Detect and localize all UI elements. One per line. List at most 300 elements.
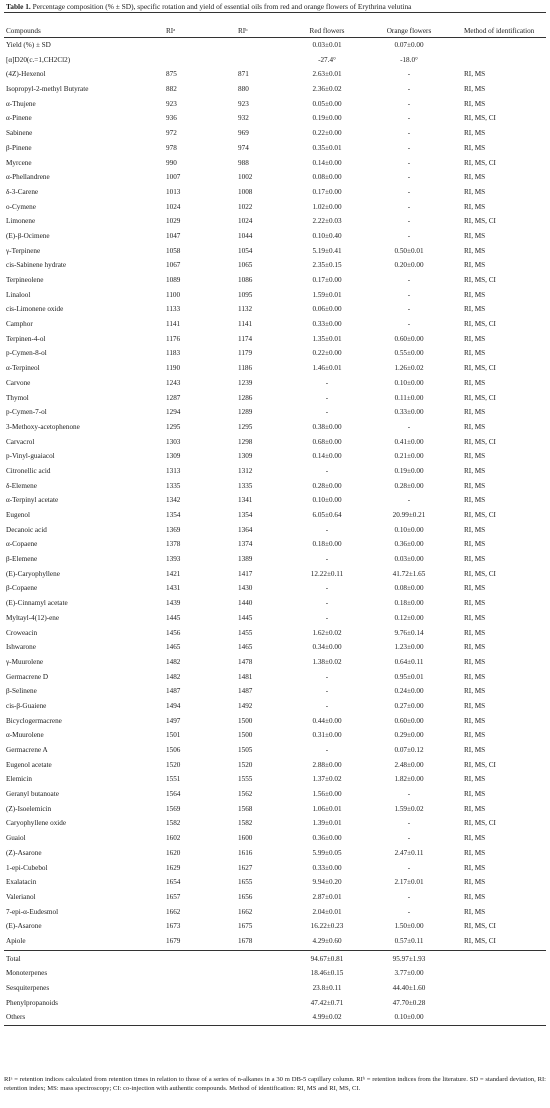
table-row [4,802,546,817]
red-flowers-cell: 0.68±0.00 [312,437,342,446]
table-row [4,126,546,141]
table-row [4,905,546,920]
compound-cell: (Z)-Asarone [6,848,42,857]
method-cell: RI, MS [464,907,486,916]
red-flowers-cell: - [325,555,329,564]
compound-cell: Camphor [6,320,33,329]
orange-flowers-cell: - [407,819,411,828]
ri-b-cell: 1341 [238,496,253,505]
method-cell: RI, MS [464,496,486,505]
ri-b-cell: 1505 [238,746,253,754]
method-cell: RI, MS [464,143,486,152]
red-flowers-cell: - [325,687,329,696]
ri-b-cell: 1582 [238,819,253,828]
compound-cell: 3-Methoxy-acetophenone [6,422,80,431]
compound-cell: Terpineolene [6,276,44,284]
header-compounds: Compounds [6,27,41,35]
table-row [4,376,546,391]
red-flowers-cell: 0.22±0.00 [312,129,342,138]
orange-flowers-cell: 0.60±0.00 [394,716,424,725]
table-row [4,699,546,714]
ri-a-cell: 1673 [166,922,181,931]
ri-b-cell: 871 [238,70,249,79]
ri-b-cell: 1008 [238,187,253,196]
table-row [4,332,546,347]
red-flowers-cell: - [325,672,329,681]
red-flowers-cell: 0.35±0.01 [312,143,342,152]
compound-cell: cis-Sabinene hydrate [6,261,67,270]
compound-cell: Isopropyl-2-methyl Butyrate [6,85,89,94]
table-top-rule [4,12,546,13]
table-row [4,743,546,758]
method-cell: RI, MS [464,701,486,710]
table-caption [6,2,546,12]
table-row [4,567,546,582]
table-row [4,508,546,523]
method-cell: RI, MS [464,628,486,637]
red-flowers-cell: 2.87±0.01 [312,892,342,901]
compound-cell: p-Cymen-8-ol [6,349,47,358]
red-flowers-cell: 0.03±0.01 [312,41,342,49]
ri-a-cell: 1303 [166,437,181,446]
compound-cell: Limonene [6,217,36,226]
ri-a-cell: 1654 [166,878,181,887]
table-row [4,82,546,97]
orange-flowers-cell: 2.47±0.11 [394,848,424,857]
ri-b-cell: 988 [238,158,249,167]
header-red-flowers: Red flowers [309,27,345,35]
ri-a-cell: 1421 [166,569,181,578]
ri-b-cell: 1179 [238,349,253,358]
red-flowers-cell: 1.06±0.01 [312,804,342,813]
compound-cell: Others [6,1013,26,1022]
ri-b-cell: 1655 [238,878,253,887]
red-flowers-cell: 2.04±0.01 [312,907,342,916]
ri-a-cell: 1309 [166,452,181,461]
compound-cell: p-Vinyl-guaiacol [6,452,55,461]
compound-cell: p-Cymen-7-ol [6,408,47,417]
ri-b-cell: 1022 [238,202,253,211]
method-cell: RI, MS [464,261,486,270]
table-row [4,787,546,802]
table-row [4,890,546,905]
method-cell: RI, MS [464,408,486,417]
ri-a-cell: 1456 [166,628,181,637]
orange-flowers-cell: 20.99±0.21 [392,511,426,519]
compound-cell: Eugenol [6,511,30,519]
red-flowers-cell: 2.88±0.00 [312,760,342,769]
method-cell: RI, MS [464,525,486,534]
compound-cell: β-Elemene [6,555,38,564]
compound-cell: Phenylpropanoids [6,998,58,1007]
ri-a-cell: 1487 [166,687,181,696]
orange-flowers-cell: 0.12±0.00 [394,613,424,622]
method-cell: RI, MS [464,613,486,622]
ri-b-cell: 1455 [238,628,253,637]
orange-flowers-cell: - [407,496,411,505]
table-row [4,596,546,611]
method-cell: RI, MS [464,643,486,652]
compound-cell: γ-Terpinene [6,246,41,255]
ri-a-cell: 1243 [166,378,181,387]
red-flowers-cell: 0.31±0.00 [312,731,342,740]
orange-flowers-cell: 0.21±0.00 [394,452,424,461]
ri-a-cell: 882 [166,85,177,94]
red-flowers-cell: 47.42±0.71 [310,998,344,1007]
table-row [4,875,546,890]
table-row [4,581,546,596]
red-flowers-cell: - [325,746,329,754]
table-row [4,361,546,376]
compound-cell: Myltayl-4(12)-ene [6,613,60,622]
compound-cell: Elemicin [6,775,32,784]
ri-b-cell: 1054 [238,246,253,255]
ri-b-cell: 1662 [238,907,253,916]
ri-b-cell: 1298 [238,437,253,446]
orange-flowers-cell: - [407,114,411,123]
table-row [4,772,546,787]
table-row [4,302,546,317]
ri-b-cell: 880 [238,85,249,94]
compound-cell: 1-epi-Cubebol [6,863,48,872]
red-flowers-cell: 0.33±0.00 [312,863,342,872]
red-flowers-cell: 4.29±0.60 [312,936,342,945]
red-flowers-cell: 6.05±0.64 [312,511,342,519]
ri-a-cell: 1482 [166,657,181,666]
orange-flowers-cell: 0.19±0.00 [394,466,424,475]
method-cell: RI, MS [464,804,486,813]
method-cell: RI, MS [464,187,486,196]
table-row [4,244,546,259]
method-cell: RI, MS, CI [464,217,496,226]
orange-flowers-cell: - [407,290,411,299]
compound-cell: (E)-β-Ocimene [6,231,50,240]
table-row [4,67,546,82]
method-cell: RI, MS [464,555,486,564]
compound-cell: (E)-Cinnamyl acetate [6,599,68,608]
table-row [4,537,546,552]
ri-b-cell: 923 [238,99,249,108]
red-flowers-cell: 0.08±0.00 [312,173,342,182]
ri-b-cell: 1600 [238,834,253,843]
compound-cell: Myrcene [6,158,32,167]
compound-cell: Decanoic acid [6,525,47,534]
red-flowers-cell: - [325,466,329,475]
red-flowers-cell: 1.46±0.01 [312,364,342,373]
table-row [4,53,546,68]
ri-a-cell: 1482 [166,672,181,681]
orange-flowers-cell: 0.28±0.00 [394,481,424,490]
orange-flowers-cell: - [407,320,411,329]
orange-flowers-cell: - [407,217,411,226]
compound-cell: Caryophyllene oxide [6,819,67,828]
ri-a-cell: 1520 [166,760,181,769]
table-row [4,214,546,229]
ri-b-cell: 1309 [238,452,253,461]
method-cell: RI, MS, CI [464,364,496,373]
orange-flowers-cell: - [407,187,411,196]
compound-cell: (E)-Asarone [6,922,42,931]
ri-b-cell: 1286 [238,393,253,402]
method-cell: RI, MS [464,349,486,358]
totals-row [4,952,546,967]
red-flowers-cell: - [325,393,329,402]
ri-a-cell: 1176 [166,334,181,343]
red-flowers-cell: 0.05±0.00 [312,99,342,108]
method-cell: RI, MS [464,892,486,901]
ri-b-cell: 1562 [238,790,253,799]
table-row [4,38,546,53]
red-flowers-cell: 1.59±0.01 [312,290,342,299]
compound-cell: Citronellic acid [6,466,51,475]
table-caption-text: Percentage composition (% ± SD), specific rotation and yield of essential oils from red and orange flowers of Erythrina velutina [32,2,412,11]
method-cell: RI, MS [464,481,486,490]
header-ri-b: RIᵇ [238,27,248,35]
red-flowers-cell: - [325,408,329,417]
method-cell: RI, MS [464,731,486,740]
orange-flowers-cell: 41.72±1.65 [392,569,426,578]
compound-cell: Geranyl butanoate [6,790,59,799]
table-row [4,523,546,538]
ri-b-cell: 1374 [238,540,253,549]
orange-flowers-cell: - [407,70,411,79]
table-row [4,346,546,361]
orange-flowers-cell: - [407,790,411,799]
ri-a-cell: 972 [166,129,177,138]
compound-cell: δ-3-Carene [6,187,39,196]
table-row [4,156,546,171]
red-flowers-cell: 0.38±0.00 [312,422,342,431]
orange-flowers-cell: 95.97±1.93 [392,954,426,963]
ri-a-cell: 1089 [166,276,181,284]
compound-cell: α-Copaene [6,540,38,549]
table-row [4,934,546,949]
table-row [4,626,546,641]
method-cell: RI, MS [464,466,486,475]
method-cell: RI, MS [464,334,486,343]
totals-row [4,996,546,1011]
ri-a-cell: 1620 [166,848,181,857]
method-cell: RI, MS, CI [464,922,496,931]
table-row [4,435,546,450]
ri-b-cell: 1568 [238,804,253,813]
method-cell: RI, MS, CI [464,320,496,329]
red-flowers-cell: 2.63±0.01 [312,70,342,79]
ri-a-cell: 1506 [166,746,181,754]
method-cell: RI, MS, CI [464,158,496,167]
orange-flowers-cell: 9.76±0.14 [394,628,424,637]
ri-b-cell: 1520 [238,760,253,769]
compound-cell: (E)-Caryophyllene [6,569,60,578]
compound-cell: Linalool [6,290,31,299]
ri-a-cell: 1007 [166,173,181,182]
orange-flowers-cell: - [407,422,411,431]
orange-flowers-cell: 0.07±0.12 [394,746,424,754]
method-cell: RI, MS [464,452,486,461]
ri-b-cell: 1002 [238,173,253,182]
table-row [4,258,546,273]
orange-flowers-cell: 1.82±0.00 [394,775,424,784]
ri-b-cell: 1627 [238,863,253,872]
compound-cell: α-Phellandrene [6,173,50,182]
ri-a-cell: 1024 [166,202,181,211]
red-flowers-cell: 1.56±0.00 [312,790,342,799]
method-cell: RI, MS [464,99,486,108]
red-flowers-cell: 1.35±0.01 [312,334,342,343]
orange-flowers-cell: - [407,99,411,108]
compound-cell: β-Copaene [6,584,38,593]
ri-b-cell: 1445 [238,613,253,622]
ri-a-cell: 1313 [166,466,181,475]
red-flowers-cell: 16.22±0.23 [310,922,344,931]
red-flowers-cell: 0.17±0.00 [312,187,342,196]
method-cell: RI, MS, CI [464,276,496,284]
header-ri-a: RIᵃ [166,27,176,35]
ri-a-cell: 1679 [166,936,181,945]
ri-b-cell: 1389 [238,555,253,564]
ri-a-cell: 1657 [166,892,181,901]
red-flowers-cell: 0.14±0.00 [312,158,342,167]
orange-flowers-cell: 0.24±0.00 [394,687,424,696]
orange-flowers-cell: 1.50±0.00 [394,922,424,931]
orange-flowers-cell: - [407,863,411,872]
compound-cell: Germacrene A [6,746,48,754]
ri-b-cell: 1295 [238,422,253,431]
table-header-row [4,25,546,37]
red-flowers-cell: - [325,599,329,608]
method-cell: RI, MS, CI [464,114,496,123]
ri-a-cell: 1133 [166,305,181,314]
table-row [4,670,546,685]
red-flowers-cell: 0.19±0.00 [312,114,342,123]
table-row [4,714,546,729]
ri-a-cell: 1564 [166,790,181,799]
red-flowers-cell: 0.10±0.00 [312,496,342,505]
method-cell: RI, MS [464,716,486,725]
totals-row [4,981,546,996]
orange-flowers-cell: 0.29±0.00 [394,731,424,740]
method-cell: RI, MS [464,746,486,754]
table-footnote: RIᵃ = retention indices calculated from retention times in relation to those of a series of n-alkanes in a 30 m DB-5 capillary column. RIᵇ = retention indices from the literature. SD = standard deviation, RI: retention index; MS: mass spectroscopy; CI: co-injection with authentic compounds. Method of identification: RI, MS and RI, MS, CI. [4,1076,546,1092]
compound-cell: Yield (%) ± SD [6,41,51,49]
ri-b-cell: 1289 [238,408,253,417]
orange-flowers-cell: 0.20±0.00 [394,261,424,270]
red-flowers-cell: 0.17±0.00 [312,276,342,284]
ri-a-cell: 990 [166,158,177,167]
table-row [4,111,546,126]
orange-flowers-cell: 0.50±0.01 [394,246,424,255]
orange-flowers-cell: 47.70±0.28 [392,998,426,1007]
orange-flowers-cell: 0.08±0.00 [394,584,424,593]
orange-flowers-cell: 0.07±0.00 [394,41,424,49]
ri-a-cell: 1569 [166,804,181,813]
red-flowers-cell: -27.4° [318,55,336,64]
red-flowers-cell: 0.33±0.00 [312,320,342,329]
table-row [4,919,546,934]
red-flowers-cell: 0.22±0.00 [312,349,342,358]
table-row [4,288,546,303]
ri-a-cell: 1378 [166,540,181,549]
method-cell: RI, MS [464,775,486,784]
compound-cell: Carvacrol [6,437,35,446]
ri-b-cell: 1481 [238,672,253,681]
red-flowers-cell: - [325,584,329,593]
ri-a-cell: 978 [166,143,177,152]
red-flowers-cell: 9.94±0.20 [312,878,342,887]
orange-flowers-cell: 0.33±0.00 [394,408,424,417]
ri-b-cell: 1132 [238,305,253,314]
orange-flowers-cell: - [407,892,411,901]
method-cell: RI, MS [464,129,486,138]
compound-cell: (Z)-Isoelemicin [6,804,52,813]
method-cell: RI, MS, CI [464,511,496,519]
method-cell: RI, MS [464,246,486,255]
compound-cell: Germacrene D [6,672,49,681]
ri-a-cell: 1335 [166,481,181,490]
ri-b-cell: 1492 [238,701,253,710]
compound-cell: Valerianol [6,892,36,901]
compound-cell: Bicyclogermacrene [6,716,62,725]
red-flowers-cell: 1.39±0.01 [312,819,342,828]
method-cell: RI, MS [464,422,486,431]
compound-cell: Guaiol [6,834,26,843]
ri-a-cell: 1183 [166,349,181,358]
ri-a-cell: 875 [166,70,177,79]
compound-cell: Thymol [6,393,29,402]
ri-a-cell: 1047 [166,231,181,240]
orange-flowers-cell: 1.59±0.02 [394,804,424,813]
table-row [4,464,546,479]
orange-flowers-cell: - [407,129,411,138]
red-flowers-cell: 0.36±0.00 [312,834,342,843]
compound-cell: α-Pinene [6,114,32,123]
table-row [4,552,546,567]
orange-flowers-cell: 0.27±0.00 [394,701,424,710]
red-flowers-cell: 1.37±0.02 [312,775,342,784]
red-flowers-cell: 0.28±0.00 [312,481,342,490]
ri-b-cell: 1364 [238,525,253,534]
method-cell: RI, MS [464,540,486,549]
orange-flowers-cell: 0.64±0.11 [394,657,424,666]
ri-a-cell: 1439 [166,599,181,608]
ri-a-cell: 1029 [166,217,181,226]
ri-b-cell: 1656 [238,892,253,901]
method-cell: RI, MS, CI [464,819,496,828]
table-bottom-rule [4,1025,546,1026]
table-row [4,420,546,435]
ri-b-cell: 1065 [238,261,253,270]
table-row [4,861,546,876]
table-row [4,405,546,420]
ri-a-cell: 1551 [166,775,181,784]
header-orange-flowers: Orange flowers [386,27,432,35]
ri-a-cell: 1445 [166,613,181,622]
red-flowers-cell: - [325,613,329,622]
ri-b-cell: 974 [238,143,249,152]
ri-a-cell: 1190 [166,364,181,373]
compound-cell: Exalatacin [6,878,37,887]
ri-b-cell: 1335 [238,481,253,490]
orange-flowers-cell: 44.40±1.60 [392,984,426,992]
compound-cell: α-Muurolene [6,731,44,740]
red-flowers-cell: 2.35±0.15 [312,261,342,270]
red-flowers-cell: - [325,701,329,710]
compound-cell: o-Cymene [6,202,36,211]
method-cell: RI, MS, CI [464,760,496,769]
table-row [4,391,546,406]
ri-a-cell: 1058 [166,246,181,255]
red-flowers-cell: 23.8±0.11 [312,984,342,992]
